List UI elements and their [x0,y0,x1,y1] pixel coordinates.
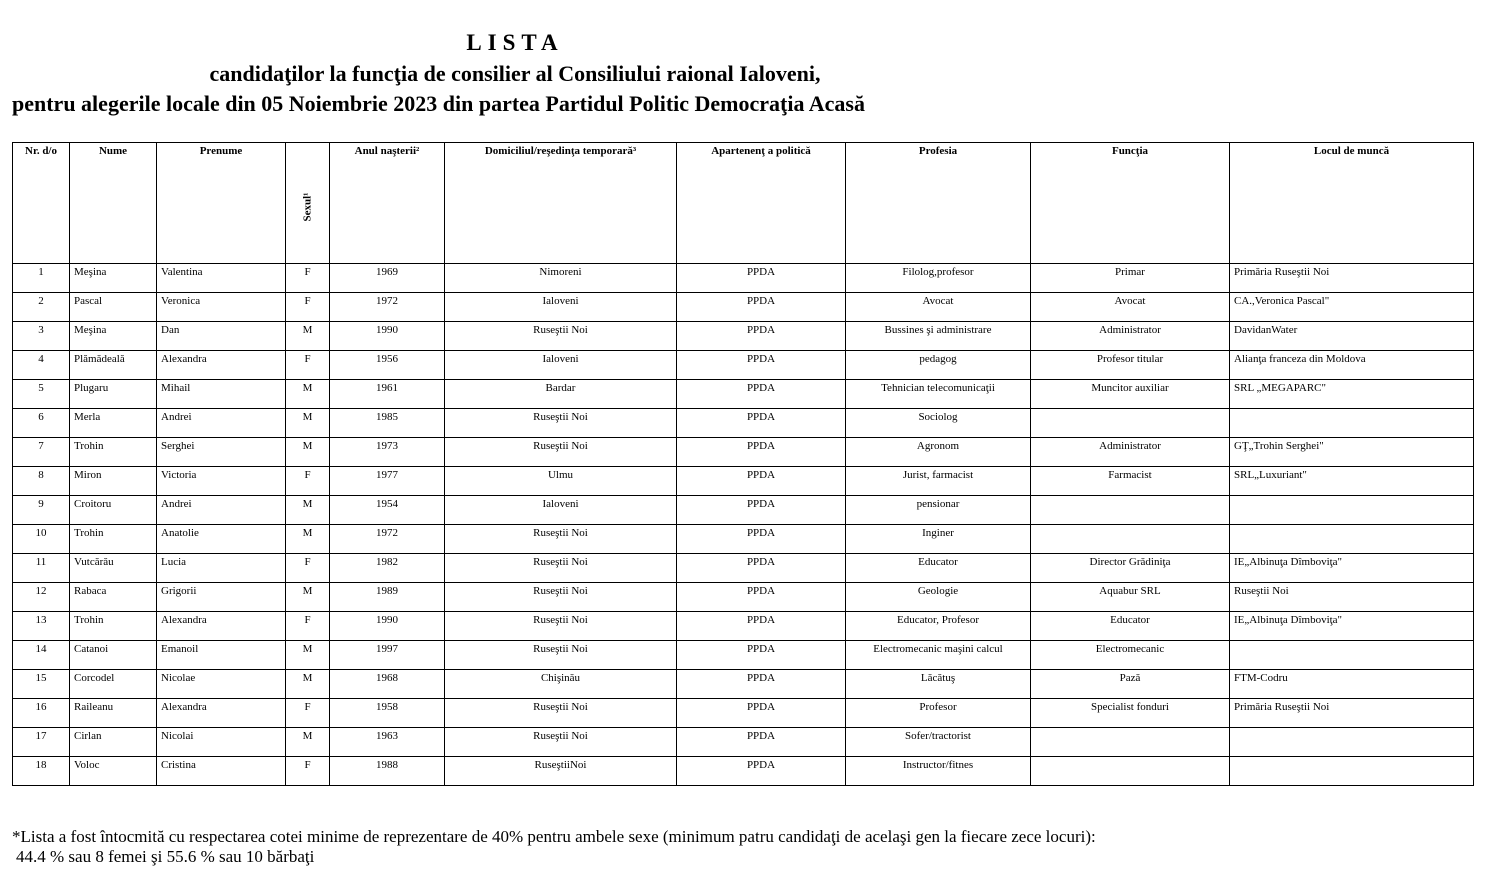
cell-locul: Primăria Ruseştii Noi [1230,699,1474,728]
cell-sex: F [286,467,330,496]
footnote-line1: *Lista a fost întocmită cu respectarea cotei minime de reprezentare de 40% pentru ambele sexe (minimum patru candidaţi de acelaşi gen la fiecare zece locuri): [12,827,1096,846]
cell-functia: Administrator [1031,438,1230,467]
cell-anul: 1988 [330,757,445,786]
cell-domiciliul: Ialoveni [445,351,677,380]
table-body [13,264,1474,786]
cell-functia: Muncitor auxiliar [1031,380,1230,409]
cell-anul: 1977 [330,467,445,496]
cell-apartenenta: PPDA [677,438,846,467]
cell-anul: 1972 [330,293,445,322]
cell-apartenenta: PPDA [677,641,846,670]
cell-nr: 15 [13,670,70,699]
cell-profesia: Agronom [846,438,1031,467]
cell-nr: 7 [13,438,70,467]
cell-nume: Corcodel [70,670,157,699]
cell-apartenenta: PPDA [677,467,846,496]
cell-prenume: Emanoil [157,641,286,670]
cell-profesia: Bussines şi administrare [846,322,1031,351]
cell-sex: F [286,612,330,641]
cell-locul: GŢ„Trohin Serghei" [1230,438,1474,467]
cell-sex: F [286,293,330,322]
cell-locul [1230,525,1474,554]
cell-anul: 1958 [330,699,445,728]
cell-locul: Alianţa franceza din Moldova [1230,351,1474,380]
header-locul: Locul de muncă [1230,143,1474,264]
cell-functia: Specialist fonduri [1031,699,1230,728]
cell-profesia: Geologie [846,583,1031,612]
cell-nume: Raileanu [70,699,157,728]
cell-nume: Croitoru [70,496,157,525]
cell-profesia: Educator, Profesor [846,612,1031,641]
cell-prenume: Dan [157,322,286,351]
footnote-line2: 44.4 % sau 8 femei şi 55.6 % sau 10 bărbaţi [16,847,315,866]
cell-sex: M [286,641,330,670]
candidates-table [12,142,1474,786]
cell-sex: F [286,699,330,728]
cell-prenume: Alexandra [157,612,286,641]
cell-apartenenta: PPDA [677,380,846,409]
cell-anul: 1997 [330,641,445,670]
cell-domiciliul: Ruseştii Noi [445,728,677,757]
header-profesia: Profesia [846,143,1031,264]
cell-nume: Plămădeală [70,351,157,380]
cell-domiciliul: Ruseştii Noi [445,641,677,670]
cell-nr: 18 [13,757,70,786]
cell-nr: 11 [13,554,70,583]
cell-domiciliul: Ruseştii Noi [445,525,677,554]
cell-domiciliul: Ialoveni [445,496,677,525]
cell-domiciliul: Chişinău [445,670,677,699]
cell-apartenenta: PPDA [677,757,846,786]
cell-profesia: Educator [846,554,1031,583]
cell-prenume: Nicolai [157,728,286,757]
cell-locul: SRL „MEGAPARC" [1230,380,1474,409]
cell-prenume: Mihail [157,380,286,409]
cell-domiciliul: Ruseştii Noi [445,409,677,438]
cell-apartenenta: PPDA [677,264,846,293]
cell-sex: M [286,670,330,699]
cell-profesia: Inginer [846,525,1031,554]
cell-locul [1230,757,1474,786]
cell-sex: F [286,264,330,293]
cell-functia: Pază [1031,670,1230,699]
cell-domiciliul: Ruseştii Noi [445,438,677,467]
cell-prenume: Lucia [157,554,286,583]
cell-apartenenta: PPDA [677,699,846,728]
table-header-row [13,143,1474,264]
cell-prenume: Andrei [157,409,286,438]
cell-nume: Rabaca [70,583,157,612]
table-row [13,380,1474,409]
table-row [13,583,1474,612]
table-row [13,699,1474,728]
cell-prenume: Veronica [157,293,286,322]
table-row [13,525,1474,554]
cell-sex: M [286,409,330,438]
cell-anul: 1963 [330,728,445,757]
cell-profesia: Instructor/fitnes [846,757,1031,786]
cell-sex: M [286,728,330,757]
cell-functia: Primar [1031,264,1230,293]
cell-apartenenta: PPDA [677,293,846,322]
cell-profesia: Lăcătuş [846,670,1031,699]
cell-profesia: Jurist, farmacist [846,467,1031,496]
cell-prenume: Valentina [157,264,286,293]
cell-domiciliul: Nimoreni [445,264,677,293]
cell-functia: Aquabur SRL [1031,583,1230,612]
header-prenume: Prenume [157,143,286,264]
cell-anul: 1985 [330,409,445,438]
cell-apartenenta: PPDA [677,670,846,699]
cell-nr: 8 [13,467,70,496]
cell-functia [1031,757,1230,786]
cell-nume: Trohin [70,525,157,554]
cell-anul: 1954 [330,496,445,525]
cell-domiciliul: Ulmu [445,467,677,496]
cell-functia: Profesor titular [1031,351,1230,380]
cell-locul: SRL„Luxuriant" [1230,467,1474,496]
cell-prenume: Grigorii [157,583,286,612]
cell-prenume: Serghei [157,438,286,467]
header-functia: Funcţia [1031,143,1230,264]
cell-functia: Avocat [1031,293,1230,322]
cell-nume: Catanoi [70,641,157,670]
cell-locul: DavidanWater [1230,322,1474,351]
cell-profesia: pensionar [846,496,1031,525]
cell-locul [1230,641,1474,670]
cell-nume: Voloc [70,757,157,786]
cell-nume: Trohin [70,612,157,641]
header-nr: Nr. d/o [13,143,70,264]
cell-functia [1031,525,1230,554]
document-subtitle-line1: candidaţilor la funcţia de consilier al Consiliului raional Ialoveni, [209,61,821,86]
cell-nr: 13 [13,612,70,641]
cell-sex: M [286,380,330,409]
cell-nr: 4 [13,351,70,380]
table-row [13,757,1474,786]
cell-sex: F [286,351,330,380]
table-row [13,670,1474,699]
cell-functia [1031,728,1230,757]
cell-domiciliul: Ruseştii Noi [445,612,677,641]
header-domiciliul: Domiciliul/reşedinţa temporară³ [445,143,677,264]
cell-nume: Trohin [70,438,157,467]
cell-anul: 1990 [330,612,445,641]
cell-apartenenta: PPDA [677,525,846,554]
cell-locul: CA.,Veronica Pascal" [1230,293,1474,322]
cell-locul [1230,496,1474,525]
cell-nr: 17 [13,728,70,757]
cell-apartenenta: PPDA [677,583,846,612]
cell-sex: F [286,757,330,786]
cell-anul: 1982 [330,554,445,583]
document-subtitle-line2: pentru alegerile locale din 05 Noiembrie 2023 din partea Partidul Politic Democraţia Acasă [12,91,865,116]
table-row [13,264,1474,293]
cell-locul: Primăria Ruseştii Noi [1230,264,1474,293]
cell-prenume: Alexandra [157,351,286,380]
cell-anul: 1972 [330,525,445,554]
cell-domiciliul: Ruseştii Noi [445,554,677,583]
cell-functia: Director Grădiniţa [1031,554,1230,583]
cell-anul: 1968 [330,670,445,699]
table-row [13,409,1474,438]
cell-prenume: Alexandra [157,699,286,728]
cell-anul: 1969 [330,264,445,293]
cell-nume: Miron [70,467,157,496]
cell-nr: 10 [13,525,70,554]
table-row [13,612,1474,641]
cell-nr: 3 [13,322,70,351]
cell-profesia: Profesor [846,699,1031,728]
cell-functia: Educator [1031,612,1230,641]
cell-domiciliul: Ruseştii Noi [445,583,677,612]
cell-apartenenta: PPDA [677,728,846,757]
header-nume: Nume [70,143,157,264]
header-apartenenta: Apartenenţ a politică [677,143,846,264]
cell-nume: Meşina [70,322,157,351]
cell-apartenenta: PPDA [677,496,846,525]
cell-anul: 1973 [330,438,445,467]
header-sexul-cell [286,143,330,264]
cell-sex: M [286,496,330,525]
cell-prenume: Victoria [157,467,286,496]
table-row [13,554,1474,583]
cell-nume: Pascal [70,293,157,322]
cell-locul [1230,728,1474,757]
cell-nume: Meşina [70,264,157,293]
cell-anul: 1990 [330,322,445,351]
cell-anul: 1961 [330,380,445,409]
cell-anul: 1956 [330,351,445,380]
cell-sex: M [286,322,330,351]
table-row [13,467,1474,496]
cell-domiciliul: Ialoveni [445,293,677,322]
header-anul: Anul naşterii² [330,143,445,264]
header-sexul: Sexul¹ [301,192,314,222]
cell-prenume: Anatolie [157,525,286,554]
cell-sex: F [286,554,330,583]
table-row [13,293,1474,322]
cell-apartenenta: PPDA [677,322,846,351]
table-row [13,496,1474,525]
cell-anul: 1989 [330,583,445,612]
cell-nume: Merla [70,409,157,438]
cell-profesia: Avocat [846,293,1031,322]
cell-profesia: Tehnician telecomunicaţii [846,380,1031,409]
table-row [13,728,1474,757]
cell-domiciliul: Bardar [445,380,677,409]
cell-nume: Cirlan [70,728,157,757]
cell-sex: M [286,583,330,612]
cell-functia [1031,409,1230,438]
table-row [13,351,1474,380]
cell-profesia: Electromecanic maşini calcul [846,641,1031,670]
cell-sex: M [286,438,330,467]
cell-nume: Vutcărău [70,554,157,583]
cell-locul: Ruseştii Noi [1230,583,1474,612]
cell-prenume: Andrei [157,496,286,525]
cell-locul: IE„Albinuţa Dîmboviţa" [1230,612,1474,641]
cell-domiciliul: RuseştiiNoi [445,757,677,786]
cell-domiciliul: Ruseştii Noi [445,322,677,351]
document-title: LISTA [466,30,564,55]
table-row [13,322,1474,351]
table-row [13,641,1474,670]
cell-profesia: pedagog [846,351,1031,380]
cell-apartenenta: PPDA [677,554,846,583]
cell-profesia: Sofer/tractorist [846,728,1031,757]
cell-apartenenta: PPDA [677,351,846,380]
cell-nr: 1 [13,264,70,293]
cell-nr: 6 [13,409,70,438]
cell-functia: Farmacist [1031,467,1230,496]
table-row [13,438,1474,467]
cell-profesia: Sociolog [846,409,1031,438]
cell-apartenenta: PPDA [677,612,846,641]
cell-nr: 9 [13,496,70,525]
cell-nr: 14 [13,641,70,670]
cell-functia: Administrator [1031,322,1230,351]
cell-nr: 2 [13,293,70,322]
cell-locul [1230,409,1474,438]
cell-sex: M [286,525,330,554]
cell-locul: IE„Albinuţa Dîmboviţa" [1230,554,1474,583]
cell-locul: FTM-Codru [1230,670,1474,699]
cell-prenume: Nicolae [157,670,286,699]
cell-prenume: Cristina [157,757,286,786]
cell-nr: 5 [13,380,70,409]
cell-nr: 12 [13,583,70,612]
cell-profesia: Filolog,profesor [846,264,1031,293]
cell-functia [1031,496,1230,525]
cell-domiciliul: Ruseştii Noi [445,699,677,728]
cell-apartenenta: PPDA [677,409,846,438]
cell-functia: Electromecanic [1031,641,1230,670]
cell-nume: Plugaru [70,380,157,409]
cell-nr: 16 [13,699,70,728]
